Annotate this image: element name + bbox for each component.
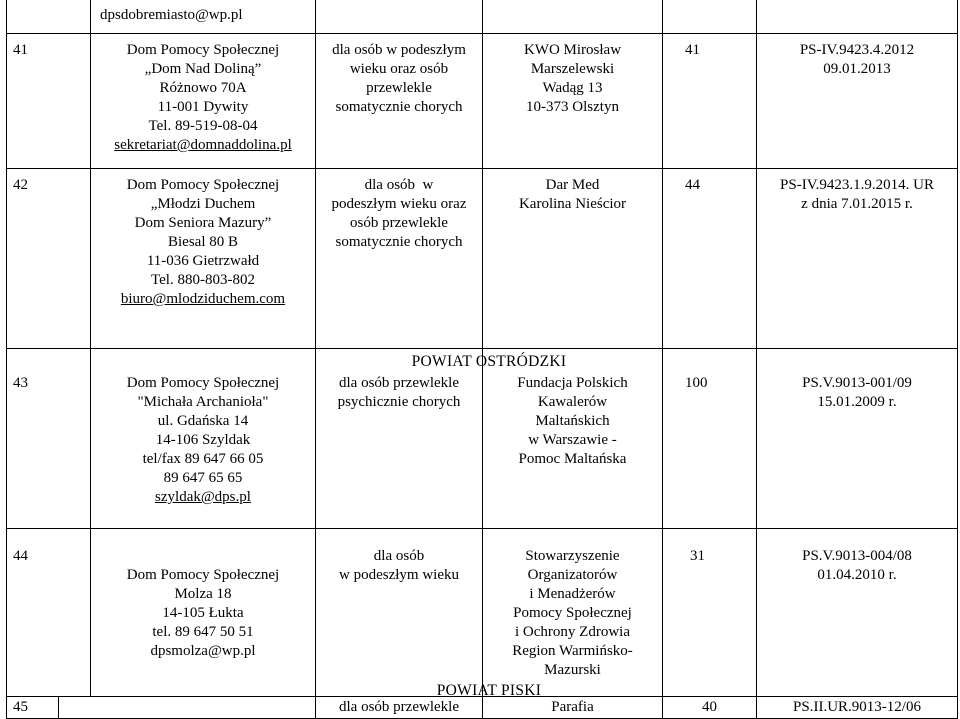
decision: PS.V.9013-001/09 15.01.2009 r. [802, 375, 912, 410]
facility-name: Dom Pomocy Społecznej "Michała Archanioła" ul. Gdańska 14 14-106 Szyldak tel/fax 89 647 66 05 89 647 65 65 szyldak@dps.pl [91, 374, 315, 507]
places-count: 40 [702, 699, 717, 715]
facility-type: dla osób w podeszłym wieku oraz osób przewlekle somatycznie chorych [331, 177, 467, 250]
email-link[interactable]: szyldak@dps.pl [155, 489, 251, 505]
row-number: 45 [13, 699, 28, 715]
facility-name: Dom Pomocy Społecznej „Dom Nad Doliną” Różnowo 70A 11-001 Dywity Tel. 89-519-08-04 sekretariat@domnaddolina.pl [91, 41, 315, 155]
district-heading: POWIAT OSTRÓDZKI [411, 353, 567, 370]
decision: PS-IV.9423.4.2012 09.01.2013 [799, 42, 915, 77]
decision: PS.V.9013-004/08 01.04.2010 r. [802, 548, 912, 583]
facility-type: dla osób w podeszłym wieku oraz osób przewlekle somatycznie chorych [332, 42, 466, 115]
column-divider [58, 696, 59, 719]
row-divider [6, 348, 957, 349]
operator: Fundacja Polskich Kawalerów Maltańskich w Warszawie - Pomoc Maltańska [517, 375, 628, 467]
email-link[interactable]: biuro@mlodziduchem.com [120, 291, 286, 307]
facility-name: Dom Pomocy Społecznej Molza 18 14-105 Łukta tel. 89 647 50 51 dpsmolza@wp.pl [126, 567, 280, 659]
email-link[interactable]: sekretariat@domnaddolina.pl [114, 137, 292, 153]
row-number: 44 [13, 548, 28, 564]
row-number: 42 [13, 177, 28, 193]
facility-type: dla osób przewlekle [339, 699, 459, 715]
operator: Parafia [551, 699, 594, 715]
facility-type: dla osób w podeszłym wieku [339, 548, 459, 583]
places-count: 31 [690, 548, 705, 564]
table-border-right [957, 0, 958, 719]
decision: PS-IV.9423.1.9.2014. UR z dnia 7.01.2015 r. [780, 177, 934, 212]
places-count: 100 [685, 375, 708, 391]
places-count: 41 [685, 42, 700, 58]
row-divider [6, 528, 957, 529]
row-divider [6, 33, 957, 34]
places-count: 44 [685, 177, 700, 193]
row-number: 43 [13, 375, 28, 391]
district-heading: POWIAT PISKI [436, 682, 542, 699]
top-email: dpsdobremiasto@wp.pl [100, 7, 243, 23]
facility-type: dla osób przewlekle psychicznie chorych [337, 375, 461, 410]
operator: Stowarzyszenie Organizatorów i Menadżerów Pomocy Społecznej i Ochrony Zdrowia Region Warmińsko- Mazurski [512, 548, 633, 678]
table-border-left [6, 0, 7, 719]
facility-name: Dom Pomocy Społecznej „Młodzi Duchem Dom Seniora Mazury” Biesal 80 B 11-036 Gietrzwałd Tel. 880-803-802 biuro@mlodziduchem.com [91, 176, 315, 309]
operator: Dar Med Karolina Nieścior [518, 177, 627, 212]
decision: PS.II.UR.9013-12/06 [793, 699, 921, 715]
row-divider [6, 168, 957, 169]
operator: KWO Mirosław Marszelewski Wadąg 13 10-373 Olsztyn [523, 42, 622, 115]
row-number: 41 [13, 42, 28, 58]
